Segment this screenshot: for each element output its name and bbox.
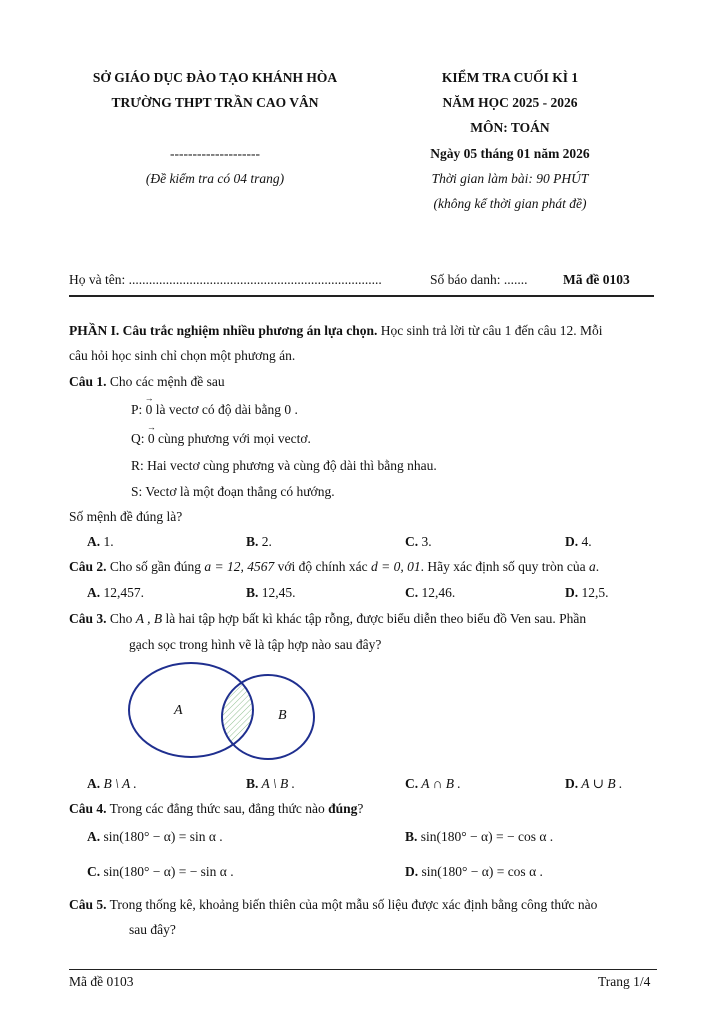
duration-note: (không kể thời gian phát đề)	[433, 196, 587, 211]
exam-code: Mã đề 0103	[563, 272, 630, 287]
header-dashes: --------------------	[170, 146, 260, 161]
question-1	[69, 374, 225, 390]
exam-title: KIỂM TRA CUỐI KÌ 1	[441, 70, 579, 85]
school-department: SỞ GIÁO DỤC ĐÀO TẠO KHÁNH HÒA	[92, 70, 338, 85]
question-3: Câu 3. Cho A , B là hai tập hợp bất kì khác tập rỗng, được biểu diễn theo biểu đồ Ven sau. Phần	[69, 611, 587, 626]
footer-page-number: Trang 1/4	[598, 974, 651, 989]
part1-intro-text: Học sinh trả lời từ câu 1 đến câu 12. Mỗi	[377, 323, 603, 338]
question-label: Câu 1.	[69, 374, 107, 389]
subject: MÔN: TOÁN	[470, 120, 550, 135]
part1-intro	[69, 323, 603, 339]
q1-option-c[interactable]: C. 3.	[405, 534, 432, 549]
approx-value: a = 12, 4567	[204, 559, 275, 574]
statement-p: P: → 0 là vectơ có độ dài bằng 0 .	[131, 402, 298, 418]
q3-option-b[interactable]: B. A \ B .	[246, 776, 296, 791]
question-label: Câu 4.	[69, 801, 107, 816]
q2-option-c[interactable]: C. 12,46.	[405, 585, 456, 600]
statement-s: S: Vectơ là một đoạn thẳng có hướng.	[131, 484, 335, 499]
q4-option-a[interactable]: A. sin(180° − α) = sin α .	[87, 829, 223, 844]
q3-option-d[interactable]: D. A ∪ B .	[565, 776, 623, 791]
question-label: Câu 2.	[69, 559, 107, 574]
venn-label-a: A	[174, 703, 183, 718]
exam-date: Ngày 05 tháng 01 năm 2026	[430, 146, 590, 161]
zero-vector: → 0	[146, 402, 153, 418]
q2-option-d[interactable]: D. 12,5.	[565, 585, 609, 600]
q2-option-b[interactable]: B. 12,45.	[246, 585, 296, 600]
q3-option-a[interactable]: A. B \ A .	[87, 776, 137, 791]
question-3-line2: gạch sọc trong hình vẽ là tập hợp nào sau đây?	[129, 637, 382, 652]
q1-option-a[interactable]: A. 1.	[87, 534, 114, 549]
venn-label-b: B	[278, 708, 287, 723]
part1-title: PHẦN I. Câu trắc nghiệm nhiều phương án lựa chọn.	[69, 323, 378, 338]
question-2: Câu 2. Cho số gần đúng a = 12, 4567 với độ chính xác d = 0, 01. Hãy xác định số quy tròn của a.	[69, 559, 600, 574]
question-5-line2: sau đây?	[129, 922, 176, 937]
q1-option-d[interactable]: D. 4.	[565, 534, 592, 549]
statement-r: R: Hai vectơ cùng phương và cùng độ dài thì bằng nhau.	[131, 458, 437, 473]
q4-option-d[interactable]: D. sin(180° − α) = cos α .	[405, 864, 543, 879]
zero-vector: → 0	[148, 431, 155, 447]
statement-q: Q: → 0 cùng phương với mọi vectơ.	[131, 431, 311, 447]
page-count-note: (Đề kiểm tra có 04 trang)	[145, 171, 285, 186]
part1-intro-line2: câu hỏi học sinh chỉ chọn một phương án.	[69, 348, 296, 363]
q3-option-c[interactable]: C. A ∩ B .	[405, 776, 461, 791]
question-5: Câu 5. Trong thống kê, khoảng biến thiên của một mẫu số liệu được xác định bằng công thức nào	[69, 897, 598, 912]
question-4: Câu 4. Trong các đẳng thức sau, đẳng thức nào đúng?	[69, 801, 364, 816]
question-1-ask: Số mệnh đề đúng là?	[69, 509, 183, 524]
q2-option-a[interactable]: A. 12,457.	[87, 585, 144, 600]
q1-option-b[interactable]: B. 2.	[246, 534, 272, 549]
student-id-field: Số báo danh: .......	[430, 272, 528, 287]
school-year: NĂM HỌC 2025 - 2026	[442, 95, 578, 110]
emphasis: đúng	[328, 801, 358, 816]
question-label: Câu 5.	[69, 897, 107, 912]
venn-diagram	[125, 660, 325, 765]
footer-divider	[69, 969, 657, 970]
footer-exam-code: Mã đề 0103	[69, 974, 134, 989]
header-divider	[69, 295, 654, 297]
precision-value: d = 0, 01	[371, 559, 421, 574]
school-name: TRƯỜNG THPT TRẦN CAO VÂN	[111, 95, 319, 110]
exam-duration: Thời gian làm bài: 90 PHÚT	[431, 171, 589, 186]
question-text: Cho các mệnh đề sau	[106, 374, 225, 389]
student-name-field: Họ và tên: ...........................................................................	[69, 272, 382, 287]
q4-option-b[interactable]: B. sin(180° − α) = − cos α .	[405, 829, 554, 844]
question-label: Câu 3.	[69, 611, 107, 626]
q4-option-c[interactable]: C. sin(180° − α) = − sin α .	[87, 864, 234, 879]
